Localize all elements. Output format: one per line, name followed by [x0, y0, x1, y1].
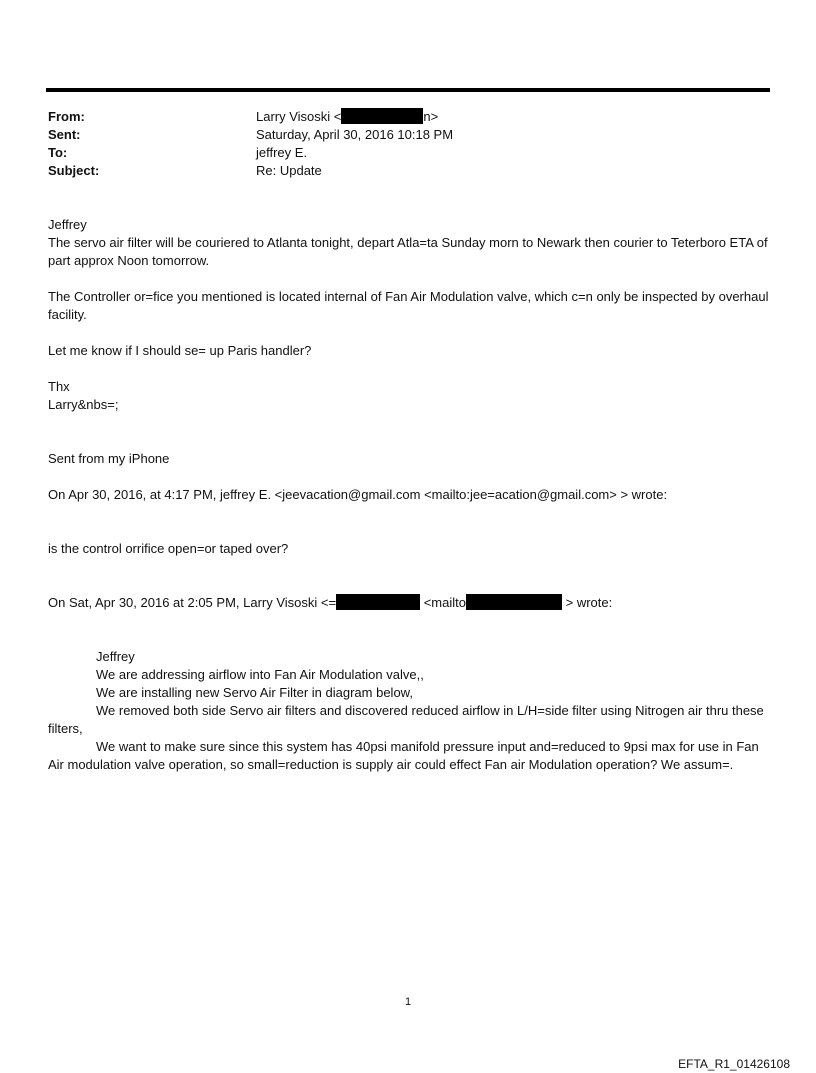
greeting: Jeffrey: [48, 217, 87, 232]
from-tail: n>: [423, 109, 439, 124]
quote2-header-start: On Sat, Apr 30, 2016 at 2:05 PM, Larry Visoski <=: [48, 595, 337, 610]
quote2-greeting: Jeffrey: [96, 649, 135, 664]
quote2-line-2: We are installing new Servo Air Filter in diagram below,: [96, 685, 413, 700]
quote2-line-4: We want to make sure since this system has 40psi manifold pressure input and=reduced to 9psi max for use in Fan Air modulation valve operation, so small=reduction is supply air could effect Fan air Modulation operation? We assum=.: [48, 739, 759, 772]
quote2-mailto: <mailto: [423, 595, 466, 610]
quote1-header: On Apr 30, 2016, at 4:17 PM, jeffrey E. <jeevacation@gmail.com <mailto:jee=acation@gmail.com> > wrote:: [48, 487, 668, 502]
quote2-line-1: We are addressing airflow into Fan Air Modulation valve,,: [96, 667, 424, 682]
from-name: Larry Visoski <: [256, 109, 342, 124]
sent-label: Sent:: [48, 127, 81, 142]
paragraph-1: The servo air filter will be couriered to Atlanta tonight, depart Atla=ta Sunday morn to Newark then courier to Teterboro ETA of part approx Noon tomorrow.: [48, 235, 768, 268]
quote2-header: [48, 594, 770, 612]
sent-from-line: Sent from my iPhone: [48, 451, 170, 466]
page-number: 1: [404, 996, 412, 1008]
header-rule: [46, 88, 770, 92]
to-label: To:: [48, 145, 68, 160]
quote2-header-end: > wrote:: [565, 595, 613, 610]
sent-value: Saturday, April 30, 2016 10:18 PM: [256, 127, 454, 142]
from-label: From:: [48, 109, 85, 124]
redaction-box: [466, 594, 562, 610]
thanks: Thx: [48, 379, 70, 394]
subject-value: Re: Update: [256, 163, 322, 178]
email-body: [48, 216, 770, 774]
quote1-text: is the control orrifice open=or taped over?: [48, 541, 289, 556]
redaction-box: [336, 594, 420, 610]
from-value: [256, 108, 438, 126]
paragraph-3: Let me know if I should se= up Paris handler?: [48, 343, 312, 358]
document-id: EFTA_R1_01426108: [678, 1057, 790, 1071]
signature: Larry&nbs=;: [48, 397, 119, 412]
subject-label: Subject:: [48, 163, 100, 178]
quote2-line-3: We removed both side Servo air filters and discovered reduced airflow in L/H=side filter using Nitrogen air thru these filters,: [48, 703, 764, 736]
redaction-box: [341, 108, 423, 124]
paragraph-2: The Controller or=fice you mentioned is located internal of Fan Air Modulation valve, which c=n only be inspected by overhaul facility.: [48, 289, 769, 322]
to-value: jeffrey E.: [256, 145, 308, 160]
